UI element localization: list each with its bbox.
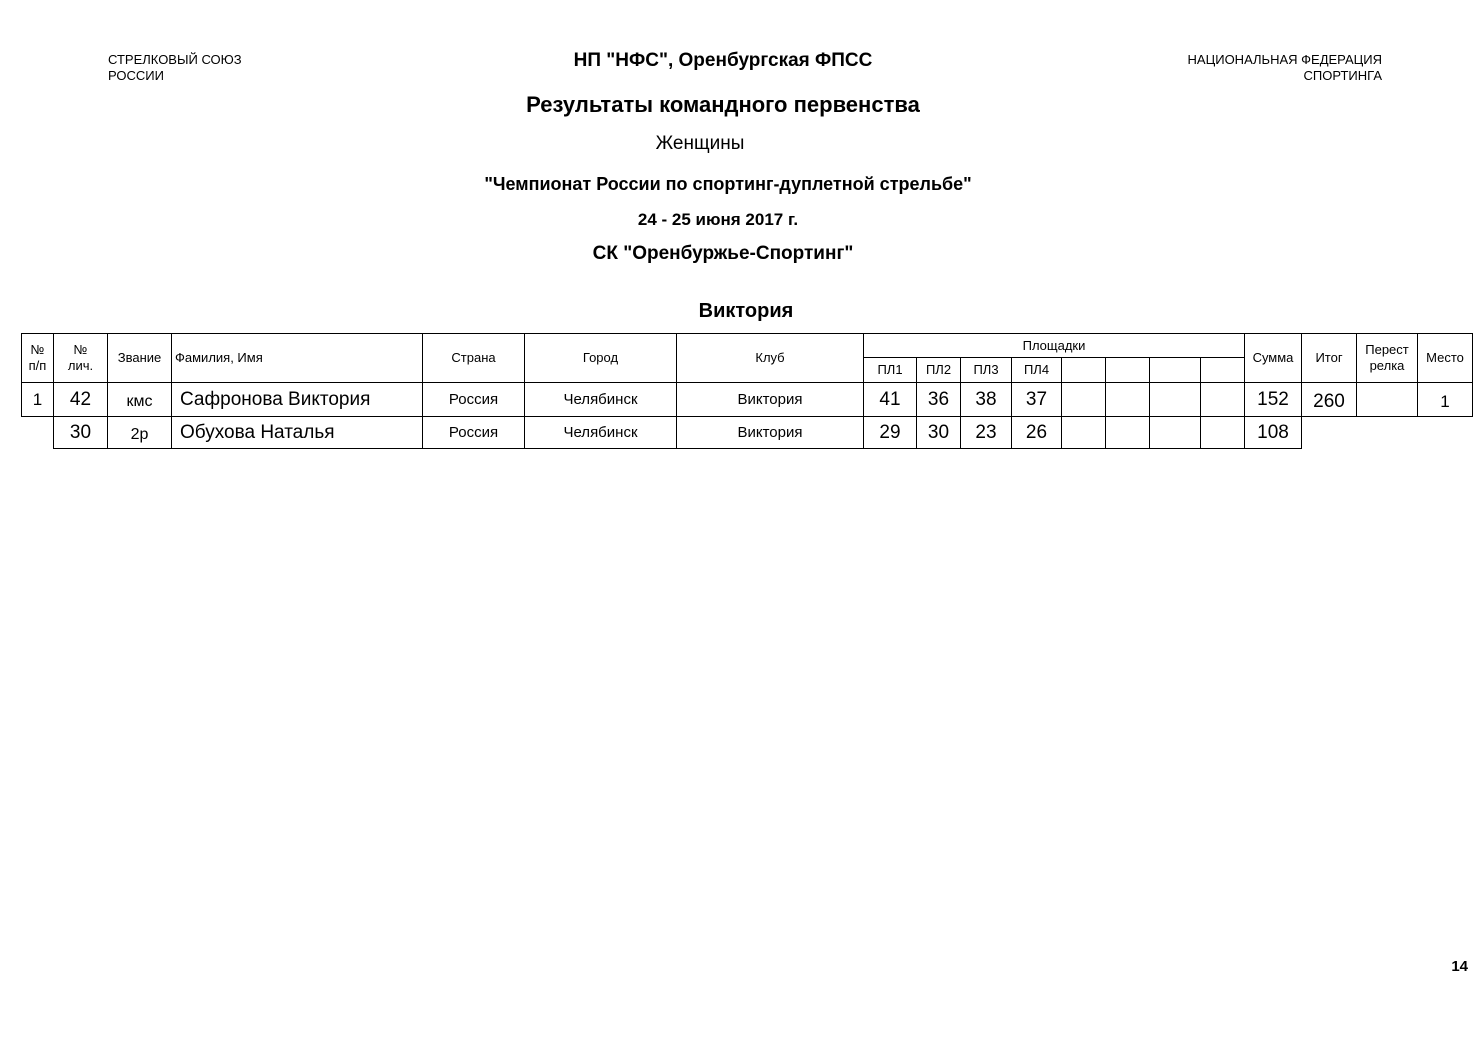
table-row [22, 417, 1473, 449]
header-no-line1: № [30, 342, 45, 357]
header-rank: Звание [108, 334, 172, 383]
header-pl-empty [1201, 358, 1245, 383]
organizer-title: НП "НФС", Оренбургская ФПСС [573, 50, 873, 71]
header-lic-line2: лич. [67, 358, 94, 373]
team-name: Виктория [698, 300, 794, 322]
header-no [22, 334, 54, 383]
header-pl1: ПЛ1 [864, 358, 917, 383]
empty-cell [22, 417, 54, 449]
header-shootoff-line2: релка [1369, 358, 1405, 373]
right-header-line2: СПОРТИНГА [1303, 68, 1382, 83]
member-pl-empty [1062, 417, 1106, 449]
member-pl4: 37 [1012, 383, 1062, 417]
member-pl2: 36 [917, 383, 961, 417]
category-label: Женщины [655, 133, 745, 154]
header-country: Страна [423, 334, 525, 383]
header-no-line2: п/п [28, 358, 47, 373]
member-sum: 108 [1245, 417, 1302, 449]
table-header-row [22, 334, 1473, 358]
header-city: Город [525, 334, 677, 383]
empty-cell [1302, 417, 1357, 449]
member-pl-empty [1106, 417, 1150, 449]
header-shootoff-line1: Перест [1365, 342, 1409, 357]
header-pl4: ПЛ4 [1012, 358, 1062, 383]
left-header-line1: СТРЕЛКОВЫЙ СОЮЗ [108, 52, 242, 67]
member-pl-empty [1150, 417, 1201, 449]
header-pl-empty [1150, 358, 1201, 383]
member-pl2: 30 [917, 417, 961, 449]
member-club: Виктория [677, 383, 864, 417]
member-pl-empty [1201, 417, 1245, 449]
empty-cell [1357, 417, 1418, 449]
member-lic: 42 [54, 383, 108, 417]
member-sum: 152 [1245, 383, 1302, 417]
results-table [21, 333, 1473, 449]
header-total: Итог [1302, 334, 1357, 383]
member-pl-empty [1150, 383, 1201, 417]
member-pl1: 29 [864, 417, 917, 449]
empty-cell [1418, 417, 1473, 449]
member-name: Обухова Наталья [172, 417, 423, 449]
header-club: Клуб [677, 334, 864, 383]
team-no: 1 [22, 383, 54, 417]
team-place: 1 [1418, 383, 1473, 417]
header-sum: Сумма [1245, 334, 1302, 383]
event-dates: 24 - 25 июня 2017 г. [637, 210, 799, 229]
member-pl1: 41 [864, 383, 917, 417]
page-number: 14 [1451, 958, 1468, 975]
member-name: Сафронова Виктория [172, 383, 423, 417]
header-pl3: ПЛ3 [961, 358, 1012, 383]
team-total: 260 [1302, 383, 1357, 417]
page-title: Результаты командного первенства [526, 92, 920, 117]
header-name: Фамилия, Имя [172, 334, 423, 383]
header-place: Место [1418, 334, 1473, 383]
member-country: Россия [423, 417, 525, 449]
member-pl3: 38 [961, 383, 1012, 417]
header-lic [54, 334, 108, 383]
header-shootoff [1357, 334, 1418, 383]
member-city: Челябинск [525, 417, 677, 449]
member-pl3: 23 [961, 417, 1012, 449]
member-pl4: 26 [1012, 417, 1062, 449]
header-pl-empty [1062, 358, 1106, 383]
member-rank: кмс [108, 383, 172, 417]
venue: СК "Оренбуржье-Спортинг" [592, 243, 854, 264]
member-lic: 30 [54, 417, 108, 449]
left-header-line2: РОССИИ [108, 68, 164, 83]
team-shootoff [1357, 383, 1418, 417]
member-city: Челябинск [525, 383, 677, 417]
member-pl-empty [1201, 383, 1245, 417]
table-row [22, 383, 1473, 417]
member-pl-empty [1106, 383, 1150, 417]
member-rank: 2р [108, 417, 172, 449]
header-pl-empty [1106, 358, 1150, 383]
header-pl2: ПЛ2 [917, 358, 961, 383]
header-lic-line1: № [73, 342, 88, 357]
event-title: "Чемпионат России по спортинг-дуплетной стрельбе" [484, 174, 972, 194]
member-pl-empty [1062, 383, 1106, 417]
member-country: Россия [423, 383, 525, 417]
right-header-line1: НАЦИОНАЛЬНАЯ ФЕДЕРАЦИЯ [1187, 52, 1382, 67]
header-ranges: Площадки [864, 334, 1245, 358]
member-club: Виктория [677, 417, 864, 449]
